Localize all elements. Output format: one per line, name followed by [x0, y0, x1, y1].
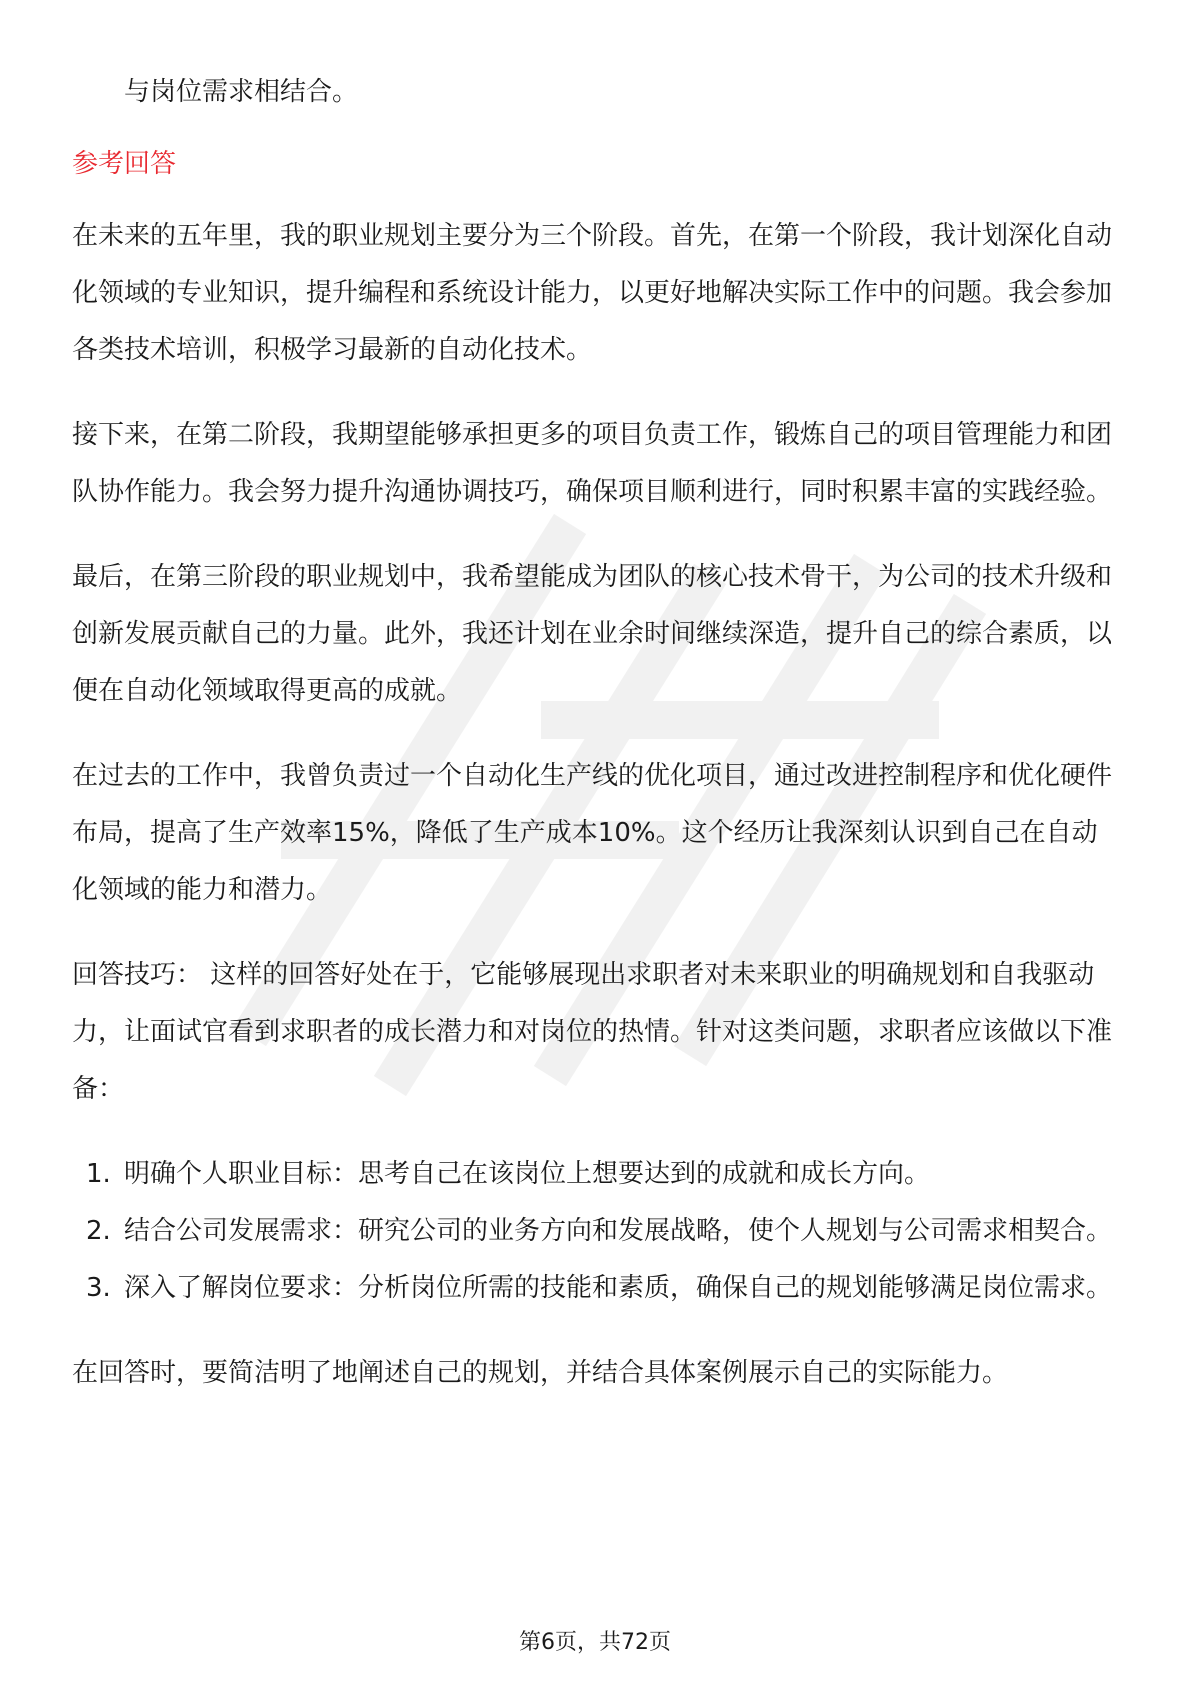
answer-paragraph-2: 接下来，在第二阶段，我期望能够承担更多的项目负责工作，锻炼自己的项目管理能力和团队协作能力。我会努力提升沟通协调技巧，确保项目顺利进行，同时积累丰富的实践经验。: [72, 420, 1113, 507]
document-page: [72, 64, 1122, 1402]
answer-paragraph-4: 在过去的工作中，我曾负责过一个自动化生产线的优化项目，通过改进控制程序和优化硬件布局，提高了生产效率15%，降低了生产成本10%。这个经历让我深刻认识到自己在自动化领域的能力和潜力。: [72, 761, 1113, 905]
list-item: [72, 1203, 1122, 1260]
list-item-number: 3.: [86, 1273, 111, 1303]
answer-paragraph-3: 最后，在第三阶段的职业规划中，我希望能成为团队的核心技术骨干，为公司的技术升级和创新发展贡献自己的力量。此外，我还计划在业余时间继续深造，提升自己的综合素质，以便在自动化领域取得更高的成就。: [72, 562, 1113, 706]
list-item: [72, 1146, 1122, 1203]
section-heading: 参考回答: [72, 149, 177, 179]
answer-paragraph-1: 在未来的五年里，我的职业规划主要分为三个阶段。首先，在第一个阶段，我计划深化自动化领域的专业知识，提升编程和系统设计能力，以更好地解决实际工作中的问题。我会参加各类技术培训，积极学习最新的自动化技术。: [72, 221, 1113, 365]
list-item-text: 深入了解岗位要求：分析岗位所需的技能和素质，确保自己的规划能够满足岗位需求。: [124, 1273, 1113, 1303]
page-number-footer: 第6页，共72页: [519, 1630, 671, 1655]
list-item-text: 结合公司发展需求：研究公司的业务方向和发展战略，使个人规划与公司需求相契合。: [124, 1216, 1113, 1246]
list-item: [72, 1260, 1122, 1317]
list-item-text: 明确个人职业目标：思考自己在该岗位上想要达到的成就和成长方向。: [124, 1159, 931, 1189]
list-item-number: 1.: [86, 1159, 111, 1189]
preparation-list: [72, 1146, 1122, 1317]
list-item-number: 2.: [86, 1216, 111, 1246]
intro-continuation: 与岗位需求相结合。: [124, 77, 359, 107]
tips-paragraph: 回答技巧： 这样的回答好处在于，它能够展现出求职者对未来职业的明确规划和自我驱动力，让面试官看到求职者的成长潜力和对岗位的热情。针对这类问题，求职者应该做以下准备：: [72, 960, 1113, 1104]
closing-paragraph: 在回答时，要简洁明了地阐述自己的规划，并结合具体案例展示自己的实际能力。: [72, 1358, 1009, 1388]
